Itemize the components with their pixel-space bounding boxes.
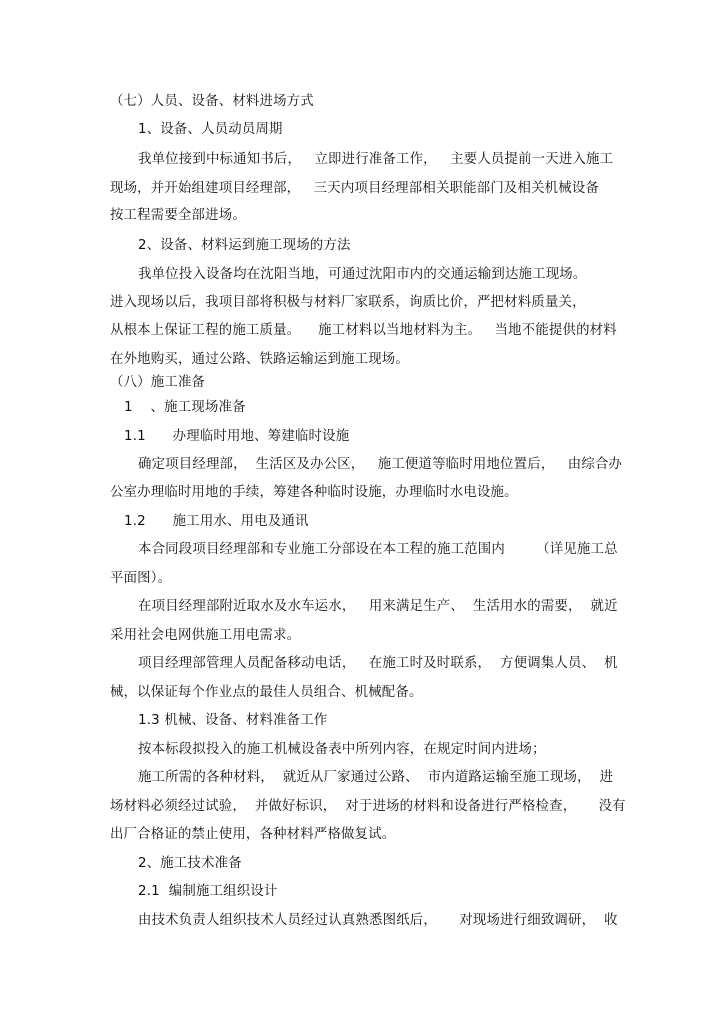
paragraph-line: 施工所需的各种材料， 就近从厂家通过公路、 市内道路运输至施工现场， 进 (138, 770, 614, 785)
paragraph-line: 我单位接到中标通知书后， 立即进行准备工作， 主要人员提前一天进入施工 (138, 152, 614, 167)
paragraph-line: 确定项目经理部， 生活区及办公区， 施工便道等临时用地位置后， 由综合办 (138, 457, 623, 472)
paragraph-line: 我单位投入设备均在沈阳当地，可通过沈阳市内的交通运输到达施工现场。 (138, 267, 587, 282)
paragraph-line: 在外地购买，通过公路、铁路运输运到施工现场。 (110, 352, 409, 367)
subheading-1: 1 、施工现场准备 (124, 400, 246, 415)
subheading-2: 2、施工技术准备 (138, 856, 242, 871)
subheading-2-1: 2.1 编制施工组织设计 (138, 884, 278, 899)
paragraph-line: 按工程需要全部进场。 (110, 208, 246, 223)
paragraph-line: 械，以保证每个作业点的最佳人员组合、机械配备。 (110, 685, 423, 700)
paragraph-line: 采用社会电网供施工用电需求。 (110, 628, 301, 643)
paragraph-line: 平面图）。 (110, 571, 172, 586)
subheading-2: 2、设备、材料运到施工现场的方法 (138, 238, 351, 253)
paragraph-line: 现场，并开始组建项目经理部， 三天内项目经理部相关职能部门及相关机械设备 (110, 181, 600, 196)
paragraph-line: 由技术负责人组织技术人员经过认真熟悉图纸后， 对现场进行细致调研， 收 (138, 913, 618, 928)
subheading-1-2: 1.2 施工用水、用电及通讯 (124, 514, 309, 529)
paragraph-line: 按本标段拟投入的施工机械设备表中所列内容，在规定时间内进场； (138, 742, 546, 757)
paragraph-line: 公室办理临时用地的手续，筹建各种临时设施，办理临时水电设施。 (110, 485, 518, 500)
subheading-1: 1、设备、人员动员周期 (138, 122, 283, 137)
section-heading-8: （八）施工准备 (110, 375, 206, 390)
subheading-1-3: 1.3 机械、设备、材料准备工作 (138, 713, 328, 728)
paragraph-line: 项目经理部管理人员配备移动电话， 在施工时及时联系， 方便调集人员、 机 (138, 656, 618, 671)
paragraph-line: 出厂合格证的禁止使用，各种材料严格做复试。 (110, 827, 396, 842)
paragraph-line: 场材料必须经过试验， 并做好标识， 对于进场的材料和设备进行严格检查， 没有 (110, 799, 626, 814)
paragraph-line: 在项目经理部附近取水及水车运水， 用来满足生产、 生活用水的需要， 就近 (138, 599, 618, 614)
paragraph-line: 本合同段项目经理部和专业施工分部设在本工程的施工范围内 （详见施工总 (138, 542, 618, 557)
paragraph-line: 进入现场以后，我项目部将积极与材料厂家联系，询质比价，严把材料质量关， (110, 295, 586, 310)
section-heading-7: （七）人员、设备、材料进场方式 (110, 94, 314, 109)
paragraph-line: 从根本上保证工程的施工质量。 施工材料以当地材料为主。 当地不能提供的材料 (110, 323, 617, 338)
subheading-1-1: 1.1 办理临时用地、筹建临时设施 (124, 429, 350, 444)
